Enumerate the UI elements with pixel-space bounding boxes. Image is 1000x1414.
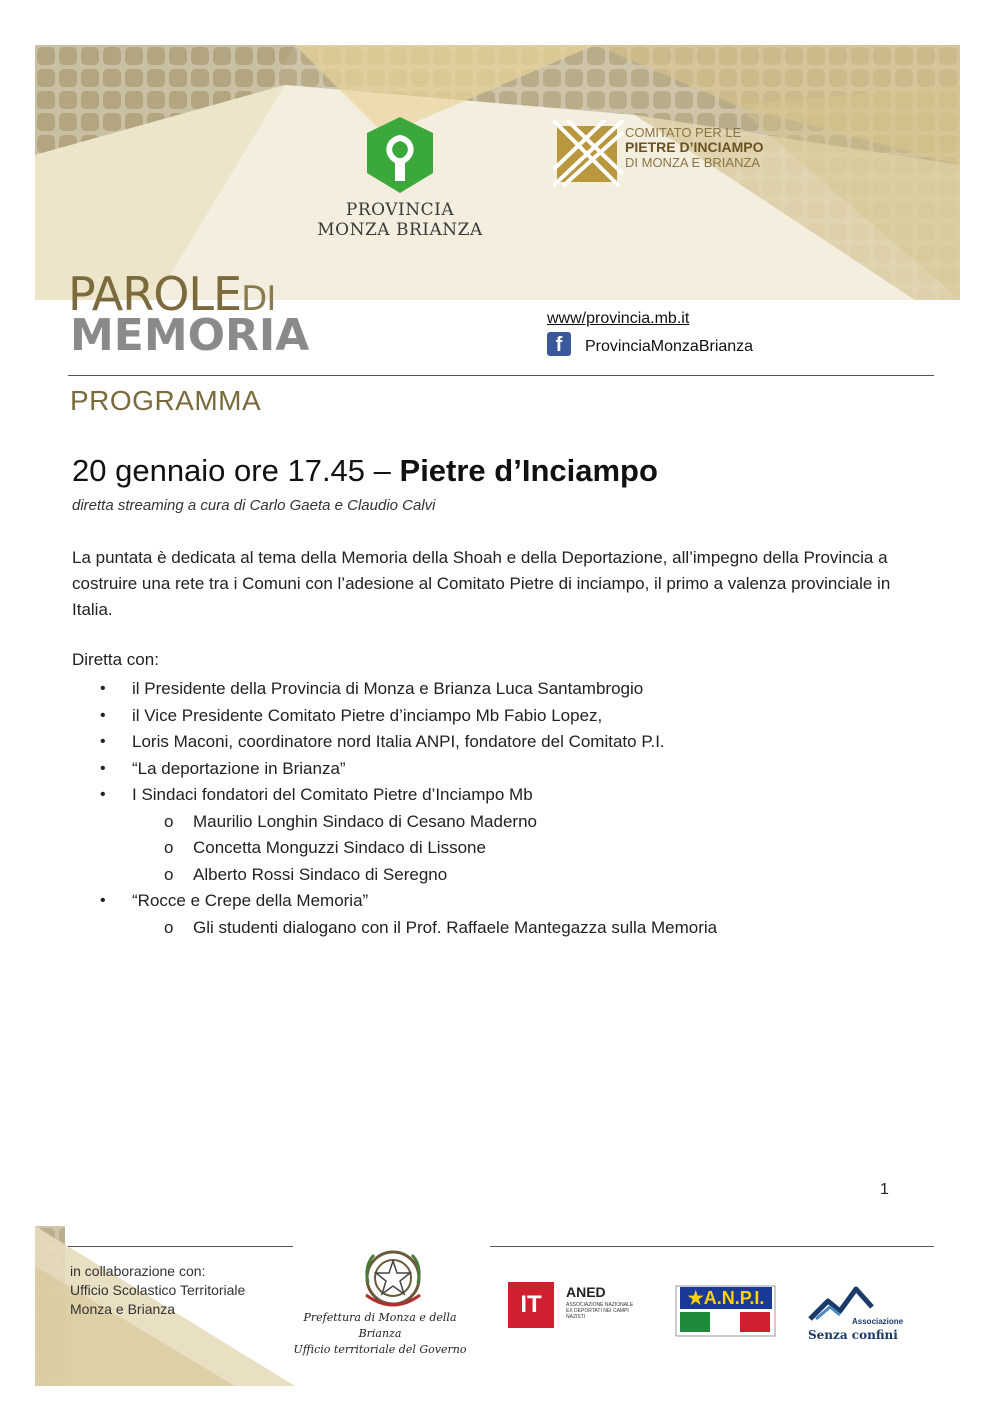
prefettura-line2: Ufficio territoriale del Governo [293,1343,467,1356]
senza-association: Associazione [852,1317,904,1326]
event-name: Pietre d’Inciampo [399,453,658,488]
comitato-line1: COMITATO PER LE [625,125,742,140]
speaker-text: I Sindaci fondatori del Comitato Pietre d’Inciampo Mb [132,785,533,804]
event-time: ore 17.45 – [225,453,400,488]
event-date: 20 gennaio [72,453,226,488]
comitato-line2: PIETRE D’INCIAMPO [625,139,764,155]
provincia-logo [300,115,500,240]
facebook-icon[interactable]: f [547,332,571,356]
aned-name: ANED [566,1284,606,1300]
aned-subtitle: ASSOCIAZIONE NAZIONALE EX DEPORTATI NEI CAMPI NAZISTI [566,1302,634,1320]
aned-logo: IT [508,1282,554,1328]
prefettura-text [285,1310,475,1358]
speaker-text: il Vice Presidente Comitato Pietre d’inciampo Mb Fabio Lopez, [132,705,603,725]
provincia-shield-icon [365,115,435,195]
collab-line1: in collaborazione con: [70,1263,206,1279]
circle-bullet-icon: o [164,917,174,937]
section-title: PROGRAMMA [70,385,262,416]
anpi-name: ★A.N.P.I. [680,1287,772,1309]
title-parole-word: PAROLE [68,267,242,321]
page-number: 1 [880,1181,889,1198]
mayor-text: Alberto Rossi Sindaco di Seregno [193,864,448,884]
italian-emblem-icon [360,1245,426,1311]
speaker-text: il Presidente della Provincia di Monza e Brianza Luca Santambrogio [132,679,644,698]
footer-divider-left [68,1246,293,1247]
mayor-text: Concetta Monguzzi Sindaco di Lissone [193,838,486,857]
bullet-icon: • [100,759,106,777]
comitato-text [625,125,763,170]
title-memoria: MEMORIA [70,310,310,361]
bullet-icon: • [100,892,106,909]
bullet-icon: • [100,706,106,724]
circle-bullet-icon: o [164,838,174,857]
event-heading [72,453,658,489]
comitato-line3: DI MONZA E BRIANZA [625,155,761,170]
provincia-line1: PROVINCIA [345,200,455,220]
event-intro: La puntata è dedicata al tema della Memoria della Shoah e della Deportazione, all’impegno della Provincia a costruire una rete tra i Comuni con l’adesione al Comitato Pietre di inciampo, il primo a valenza provinciale in Italia. [72,548,891,619]
speaker-text: Loris Maconi, coordinatore nord Italia ANPI, fondatore del Comitato P.I. [132,732,665,751]
diretta-label: Diretta con: [72,650,159,669]
bullet-icon: • [100,786,106,803]
speaker-text: “La deportazione in Brianza” [132,758,346,778]
prefettura-line1: Prefettura di Monza e della Brianza [303,1311,457,1340]
collaboration-text [70,1262,245,1319]
footer-divider-right [490,1246,934,1247]
bullet-icon: • [100,733,106,750]
mayor-text: Maurilio Longhin Sindaco di Cesano Maderno [193,811,537,831]
collab-line2: Ufficio Scolastico Territoriale [70,1282,246,1298]
title-di-word: DI [241,279,276,319]
event-subtitle: diretta streaming a cura di Carlo Gaeta e Claudio Calvi [72,497,436,514]
facebook-handle[interactable]: ProvinciaMonzaBrianza [585,338,754,355]
website-link[interactable]: www/provincia.mb.it [547,310,690,327]
segment-text: “Rocce e Crepe della Memoria” [132,891,369,910]
header-divider [68,375,934,376]
segment-detail-text: Gli studenti dialogano con il Prof. Raffaele Mantegazza sulla Memoria [193,917,718,937]
senza-name: Senza confini [808,1328,898,1342]
bullet-icon: • [100,680,106,697]
circle-bullet-icon: o [164,811,174,831]
collab-line3: Monza e Brianza [70,1301,176,1317]
provincia-line2: MONZA BRIANZA [317,220,483,240]
circle-bullet-icon: o [164,864,174,884]
